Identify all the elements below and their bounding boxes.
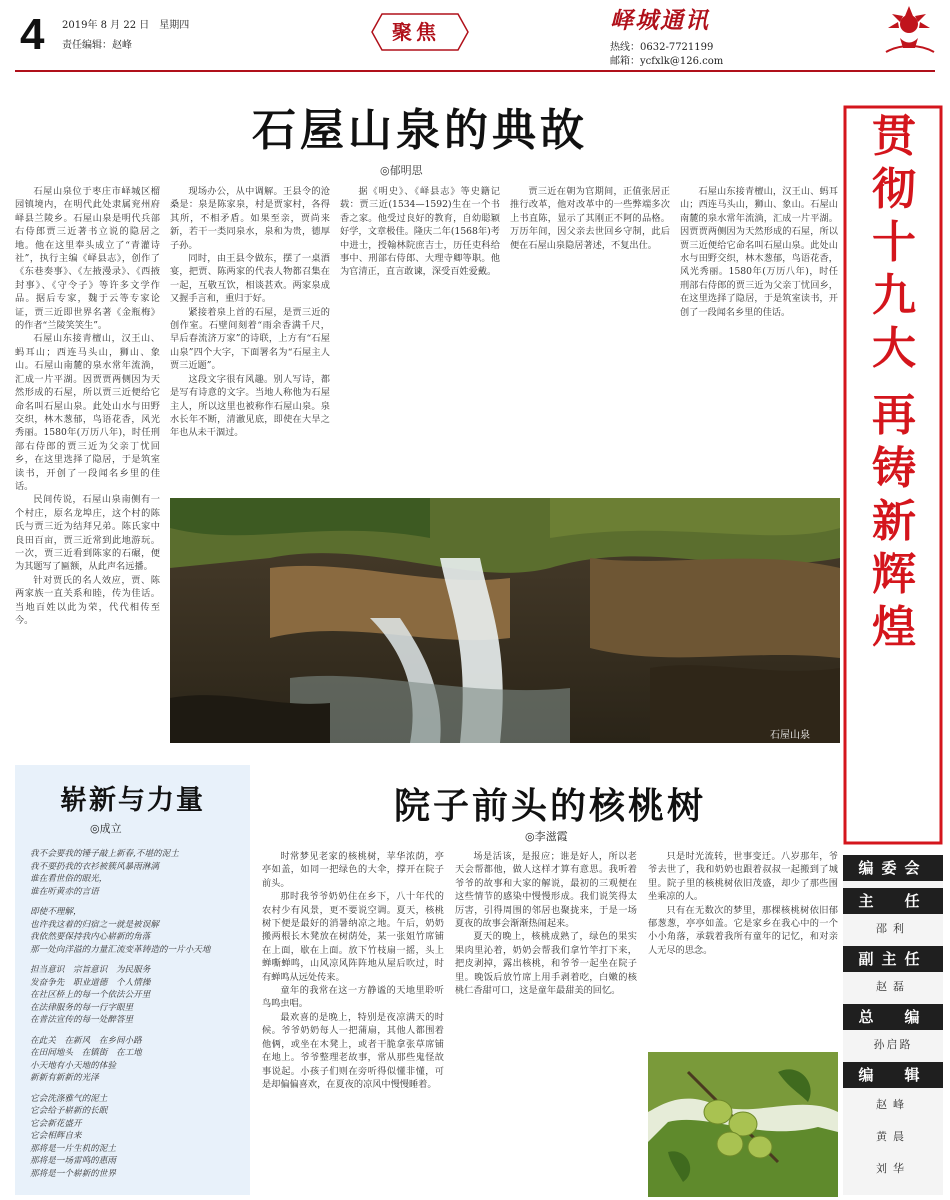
main-article-column-5 — [680, 185, 838, 495]
editor-name: 赵峰 — [876, 1098, 910, 1111]
hotline: 热线：0632-7721199 — [610, 42, 714, 53]
poem-body — [30, 848, 245, 1188]
slogan-line — [852, 389, 936, 654]
paragraph: 时常梦见老家的核桃树，苹华浓荫，亭亭如盖，如同一把绿色的大伞，撑开在院子前头。 — [262, 851, 444, 889]
responsible-editor: 责任编辑：赵峰 — [62, 40, 132, 51]
paragraph: 紧接着泉上首的石屋，是贾三近的创作室。石壁间刻着“雨余香满千尺，早后春流济万家”的诗联，上方有“石屋山泉”四个大字，下面署名为“石屋主人贾三近题”。 — [170, 306, 330, 372]
waterfall-photo — [170, 498, 840, 743]
editor-in-chief-name: 孙启路 — [873, 1038, 913, 1051]
paragraph: 民间传说，石屋山泉南侧有一个村庄，原名龙埠庄，这个村的陈氏与贾三近为结拜兄弟。陈氏家中良田百亩，贾三近常到此地游玩。一次，贾三近看到陈家的石碾，便为其题写了匾额，从此声名远播。 — [15, 494, 160, 573]
issue-date: 2019年 8 月 22 日 星期四 — [62, 20, 190, 31]
main-article-column-4 — [510, 185, 670, 495]
poem-line: 它会新花盛开 — [30, 1118, 82, 1129]
page-number: 4 — [20, 10, 45, 59]
poem-stanza — [30, 906, 245, 956]
poem-line: 新新有新新的光泽 — [30, 1073, 99, 1083]
paragraph: 只是时光流转，世事变迁。八岁那年，爷爷去世了，我和奶奶也跟着叔叔一起搬到了城里。院子里的核桃树依旧茂盛，却少了那些围坐乘凉的人。 — [648, 851, 838, 903]
paragraph: 这段文字很有风趣。别人写诗，都是写有诗意的文字。当地人称他为石屋主人，所以这里也被称作石屋山泉。泉水长年不断，清澈见底，即使在大旱之年也从未干涸过。 — [170, 373, 330, 439]
editor-name: 黄晨 — [876, 1130, 910, 1143]
poem-stanza — [30, 1035, 245, 1085]
poem-title: 崭新与力量 — [60, 785, 205, 816]
slogan-char: 煌 — [872, 602, 916, 653]
paragraph: 石屋山东接青檀山，汉王山、蚂耳山；西连马头山，狮山、象山。石屋山南麓的泉水常年流淌，汇成一片平湖。因贾贾两侧因为天然形成的石屋，所以贾三近便给它命名叫石屋山泉。此处山水与田野交织，林木葱郁，鸟语花香，风光秀丽。1580年(万历八年)，时任刑部右侍郎的贾三近为父亲丁忧回乡，在这里选择了隐居，于是筑室读书，开创了一段闻名乡里的佳话。 — [15, 333, 160, 492]
poem-line: 谁在看世俗的眼光， — [30, 874, 108, 884]
walnut-tree-photo — [648, 1052, 838, 1197]
paragraph: 针对贾氏的名人效应，贾、陈两家族一直关系和睦，传为佳话。当地百姓以此为荣，代代相传至今。 — [15, 574, 160, 626]
slogan-char: 再 — [872, 390, 916, 441]
chief-name: 邵利 — [876, 922, 910, 935]
slogan-char: 彻 — [872, 164, 916, 215]
poem-line: 小天地有小天地的体验 — [30, 1060, 116, 1071]
poem-line: 在法律服务的每一行字眼里 — [30, 1002, 134, 1013]
header-rule — [15, 70, 935, 72]
poem-line: 在社区桥上的每一个依法公开里 — [30, 990, 151, 1000]
slogan-char: 大 — [872, 323, 916, 374]
paragraph: 场是活该，是报应；谁是好人，所以老天会帮都他，做人这样才算有意思。我听着爷爷的故事和大家的解说，最初的三观便在这些情节的感染中慢慢形成。我们说笑得太厉害，引得周围的邻居也聚拢来，于是一场夏夜的故事会渐渐热闹起来。 — [455, 851, 637, 930]
pomegranate-flower-icon — [880, 4, 938, 56]
walnut-column-3 — [648, 850, 838, 1045]
masthead: 峄城通讯 — [610, 7, 710, 34]
slogan-line — [852, 110, 936, 375]
slogan-char: 九 — [872, 270, 916, 321]
walnut-article-byline: ◎李滋霞 — [525, 830, 568, 843]
deputy-name: 赵磊 — [876, 980, 910, 993]
poem-line: 那将是一场雷鸣的惠雨 — [30, 1156, 116, 1166]
walnut-column-1 — [262, 850, 444, 1195]
poem-line: 在普法宣传的每一处醉答里 — [30, 1015, 134, 1025]
poem-author: ◎成立 — [90, 822, 122, 835]
section-title: 聚焦 — [392, 20, 440, 44]
slogan-char: 铸 — [872, 443, 916, 494]
poem-line: 那将是一个崭新的世界 — [30, 1168, 116, 1179]
poem-line: 它会相辉自来 — [30, 1131, 82, 1141]
slogan — [852, 110, 936, 654]
photo-caption: 石屋山泉 — [770, 730, 810, 741]
poem-stanza — [30, 964, 245, 1027]
poem-line: 在此关 在新风 在乡间小路 — [30, 1035, 142, 1046]
deputy-label: 副主任 — [843, 946, 943, 972]
editor-in-chief-label: 总 编 — [843, 1004, 943, 1030]
walnut-article-title: 院子前头的核桃树 — [393, 785, 706, 827]
poem-line: 它会洗涤雅气的泥土 — [30, 1093, 108, 1104]
editorial-committee-label: 编委会 — [843, 855, 943, 881]
paragraph: 最欢喜的是晚上，特别是夜凉满天的时候。爷爷奶奶每人一把蒲扇，其他人都围着他俩，或坐在木凳上，或者干脆拿张草席铺在地上。爷爷整理老故事，常从那些鬼怪故事说起。小孩子们则在旁听得似懂非懂，可是却偏偏喜欢，在夏夜的凉风中慢慢睡着。 — [262, 1011, 444, 1090]
poem-line: 即使不理解， — [30, 907, 82, 917]
paragraph: 夏天的晚上，核桃成熟了，绿色的果实果肉里沁着，奶奶会帮我们拿竹竿打下来，把皮剥掉，露出核桃，和爷爷一起坐在院子里。晚饭后放竹席上用手剥着吃，白嫩的核桃仁香甜可口，这是童年最甜美的回忆。 — [455, 931, 637, 997]
slogan-char: 辉 — [872, 549, 916, 600]
editor-name: 刘华 — [876, 1162, 910, 1175]
poem-line: 那将是一片生机的泥土 — [30, 1143, 116, 1154]
paragraph: 现场办公，从中调解。王县令的沧桑是：泉是陈家泉，村是贾家村，各得其所，不相矛盾。如果至亲，贾尚来新，若干一类同泉水，泉和为贵，德厚子孙。 — [170, 186, 330, 251]
main-article-byline: ◎郁明思 — [380, 164, 423, 177]
main-article-column-3 — [340, 185, 500, 495]
poem-line: 我不要扔我的衣衫被簇风暴雨淋漓 — [30, 861, 159, 872]
paragraph: 那时我爷爷奶奶住在乡下，八十年代的农村少有风景，更不要说空调。夏天，核桃树下便是最好的消暑纳凉之地。午后，奶奶搬两根长木凳放在树荫处，某一张姐竹席铺在上面，歇在上面。放下竹枝扇一摇，头上蝉嘶蝉鸣，山风凉风阵阵地从屋后吹过，时有蝉鸣从远处传来。 — [262, 891, 444, 983]
paragraph: 童年的我常在这一方静谧的天地里聆听鸟鸣虫唱。 — [262, 985, 444, 1010]
poem-line: 谁在听黄赤的言语 — [30, 886, 99, 897]
slogan-char: 贯 — [872, 111, 916, 162]
paragraph: 只有在无数次的梦里，那棵核桃树依旧郁郁葱葱，亭亭如盖。它是家乡在我心中的一个小小角落，承载着我所有童年的记忆，和对亲人无尽的思念。 — [648, 904, 838, 956]
poem-line: 那一处向洋溢的力量汇流变革铸造的一片小天地 — [30, 944, 211, 955]
page-header — [0, 0, 950, 70]
poem-stanza — [30, 848, 245, 898]
slogan-char: 十 — [872, 217, 916, 268]
poem-line: 它会给予崭新的长眠 — [30, 1106, 108, 1116]
main-article-column-1 — [15, 185, 160, 755]
slogan-char: 新 — [872, 496, 916, 547]
paragraph: 贾三近在朝为官期间，正值张居正推行改革，他对改革中的一些弊端多次上书直陈，显示了其刚正不阿的品格。万历年间，因父亲去世回乡守制，此后便在石屋山泉隐居著述，不复出仕。 — [510, 186, 670, 251]
walnut-column-2 — [455, 850, 637, 1195]
paragraph: 石屋山东接青檀山，汉王山、蚂耳山；西连马头山，狮山、象山。石屋山南麓的泉水常年流淌，汇成一片平湖。因贾贾两侧因为天然形成的石屋，所以贾三近便给它命名叫石屋山泉。此处山水与田野交织，林木葱郁，鸟语花香，风光秀丽。1580年(万历八年)，时任刑部右侍郎的贾三近为父亲丁忧回乡，在这里选择了隐居，于是筑室读书，开创了一段闻名乡里的佳话。 — [680, 186, 838, 318]
paragraph: 据《明史》、《峄县志》等史籍记载：贾三近(1534—1592)生在一个书香之家。他受过良好的教育，自幼聪颖好学，文章极佳。隆庆二年(1568年)考中进士，授翰林院庶吉士，历任吏科给事中、刑部右侍郎、大理寺卿等职。他为官清正，直言敢谏，深受百姓爱戴。 — [340, 186, 500, 278]
poem-line: 在田间地头 在镇街 在工地 — [30, 1048, 142, 1058]
paragraph: 同时，由王县令做东，摆了一桌酒宴，把贾、陈两家的代表人物都召集在一起，互敬互饮，相谈甚欢。两家泉成又握手言和，重归于好。 — [170, 253, 330, 305]
poem-line: 担当意识 宗旨意识 为民服务 — [30, 965, 151, 975]
main-article-title: 石屋山泉的典故 — [252, 105, 588, 156]
email: 邮箱：ycfxlk@126.com — [610, 56, 724, 67]
poem-line: 发奋争先 职业道德 个人情操 — [30, 977, 151, 988]
poem-stanza — [30, 1093, 245, 1181]
poem-line: 我不会要我的锤子敲上新春,不堪的泥土 — [30, 849, 179, 859]
main-article-column-2 — [170, 185, 330, 495]
poem-line: 我依然要保持我内心崭新的角落 — [30, 932, 151, 942]
poem-line: 也许我这着的归宿之一就是被误解 — [30, 919, 159, 930]
chief-label: 主 任 — [843, 888, 943, 914]
editors-label: 编 辑 — [843, 1062, 943, 1088]
paragraph: 石屋山泉位于枣庄市峄城区榴园镇境内，在明代此处隶属兖州府峄县兰陵乡。石屋山泉是明代兵部右侍郎贾三近著书立说的隐居之地。他在这里奉头成立了“青灌诗社”，执行主编《峄县志》，创作了《东巷奏事》、《左掖漫录》、《西掖封事》、《守令子》等许多文学作品。据后专家，魏于云等专家论证，贾三近即世界名著《金瓶梅》的作者“兰陵笑笑生”。 — [15, 186, 160, 332]
